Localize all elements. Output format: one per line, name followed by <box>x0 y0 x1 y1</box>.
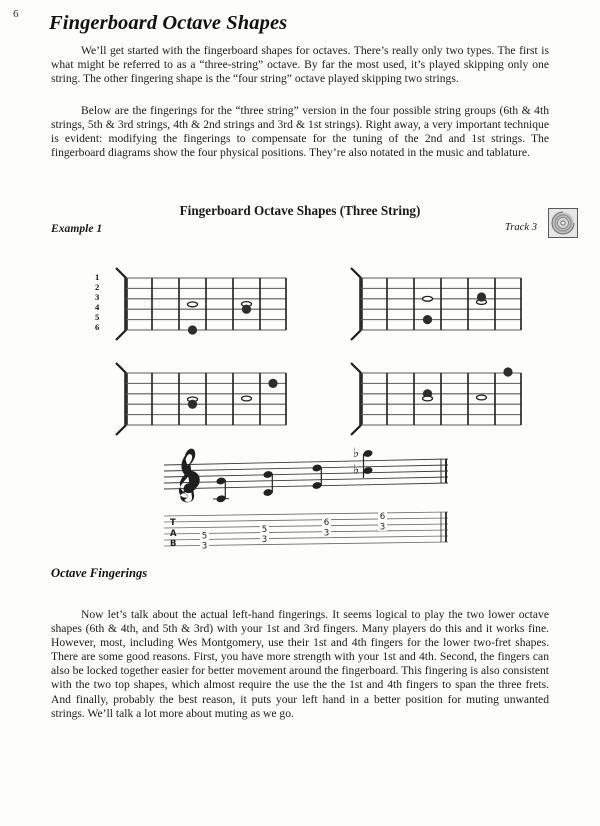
note-pair-2 <box>263 470 274 497</box>
fretboard-diagram-4th-and-2nd <box>96 361 292 437</box>
string-number-5: 5 <box>95 311 100 322</box>
example-label: Example 1 <box>51 222 103 235</box>
tab-note-1-low: 3 <box>201 541 208 552</box>
tab-note-2-high: 5 <box>261 524 268 535</box>
tab-letter-t: T <box>170 517 176 527</box>
tab-note-1-high: 5 <box>201 531 208 542</box>
tab-note-3-high: 6 <box>323 518 330 529</box>
tab-note-4-low: 3 <box>379 522 386 533</box>
fretboard-diagram-5th-and-3rd <box>331 266 527 342</box>
tab-letter-b: B <box>170 538 177 548</box>
string-number-3: 3 <box>95 291 100 302</box>
chapter-title: Fingerboard Octave Shapes <box>49 12 288 34</box>
tab-note-4-high: 6 <box>379 511 386 522</box>
string-number-4: 4 <box>95 301 100 312</box>
string-number-1: 1 <box>95 272 100 282</box>
section-heading-octave-fingerings: Octave Fingerings <box>51 566 148 580</box>
compact-disc-icon <box>548 208 578 238</box>
fretboard-diagram-3rd-and-1st <box>331 361 527 437</box>
note-pair-4 <box>353 446 373 478</box>
tab-letter-a: A <box>170 528 177 538</box>
tablature-staff <box>160 505 455 557</box>
track-label: Track 3 <box>504 222 537 233</box>
treble-clef <box>179 449 200 503</box>
flat-accidental-high: ♭ <box>353 446 360 461</box>
fretboard-diagram-6th-and-4th <box>96 266 292 342</box>
paragraph-octave-fingerings: Now let’s talk about the actual left-hand fingerings. It seems logical to play the two lower octave shapes (6th & 4th, and 5th & 3rd) with your 1st and 3rd fingers. Many players do this and it works fine. However, most, including Wes Montgomery, use their 1st and 4th fingers for the lower two-fret shapes. There are some good reasons. First, you have more strength with your 1st and 4th. Second, the fingers can also be locked together easier for better movement around the fingerboard. This fingering is also consistent with the two top shapes, which almost require the use the the 1st and 4th fingers to span the three frets. And finally, probably the best reason, it puts your left hand in a better position for muting unwanted strings. We’ll talk a lot more about muting as we go. <box>51 608 549 720</box>
note-pair-1 <box>213 477 229 503</box>
note-pair-3 <box>312 464 323 490</box>
tab-note-2-low: 3 <box>261 535 268 546</box>
paragraph-fingerings-overview: Below are the fingerings for the “three string” version in the four possible string groups (6th & 4th strings, 5th & 3rd strings, 4th & 2nd strings and 3rd & 1st strings). Right away, a very important technique is evident: modifying the fingerings to compensate for the tuning of the 2nd and 1st strings. The fingerboard diagrams show the four physical positions. They’re also notated in the music and tablature. <box>51 104 549 160</box>
paragraph-intro: We’ll get started with the fingerboard shapes for octaves. There’s really only two types. The first is what might be referred to as a “three-string” octave. By far the most used, it’s played skipping only one string. The other fingering shape is the “four string” octave played skipping two strings. <box>51 44 549 86</box>
string-number-labels <box>95 273 99 332</box>
page-number: 6 <box>13 8 19 20</box>
music-staff <box>160 444 455 506</box>
example-title: Fingerboard Octave Shapes (Three String) <box>179 203 421 218</box>
flat-accidental-low: ♭ <box>353 462 360 478</box>
tab-note-3-low: 3 <box>323 528 330 539</box>
string-number-2: 2 <box>95 281 100 292</box>
string-number-6: 6 <box>95 321 100 332</box>
